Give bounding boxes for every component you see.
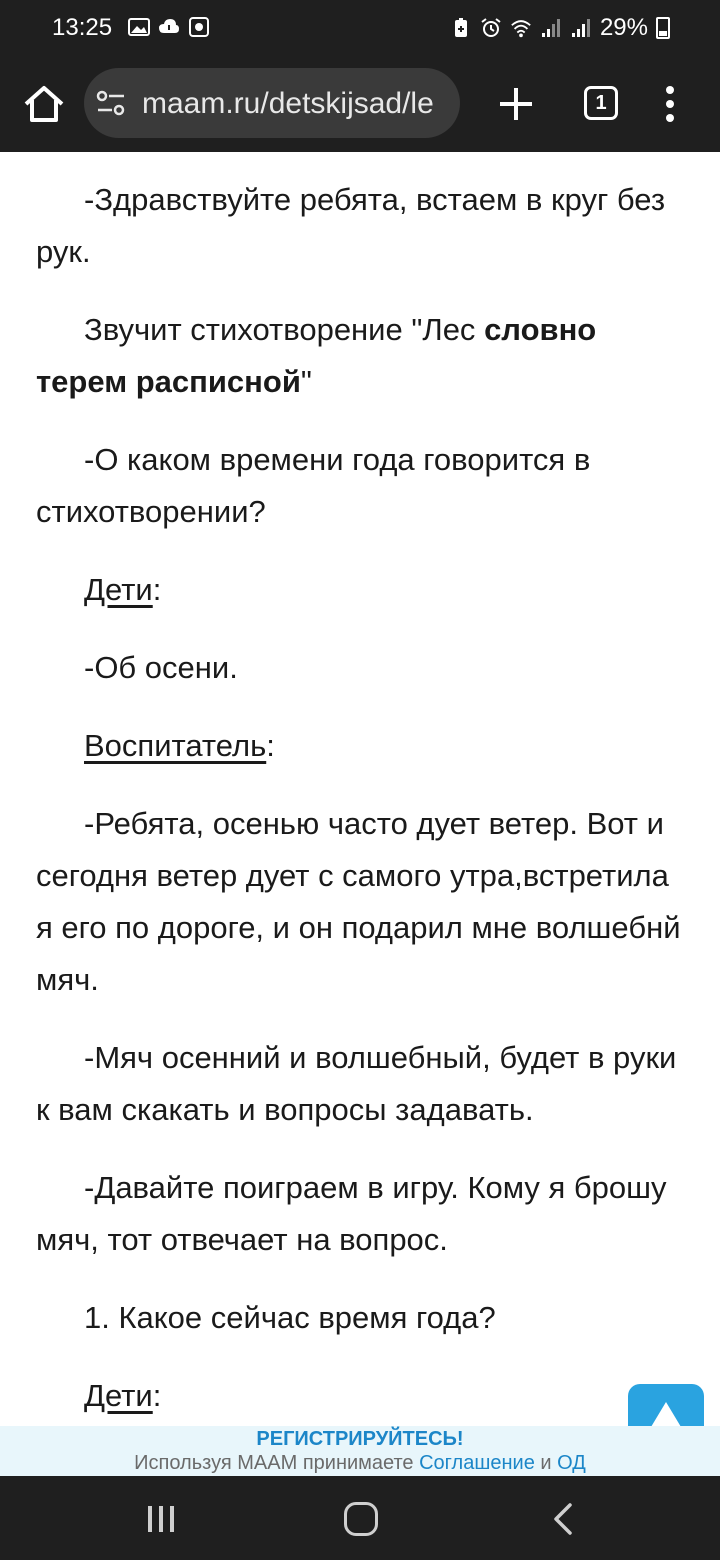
system-nav-bar bbox=[0, 1476, 720, 1560]
status-right bbox=[450, 14, 670, 42]
registration-banner bbox=[0, 1426, 720, 1476]
battery-saver-icon bbox=[450, 17, 472, 39]
alarm-icon bbox=[480, 17, 502, 39]
od-link[interactable]: ОД bbox=[557, 1452, 586, 1474]
speaker-label: Дети bbox=[84, 1378, 153, 1413]
tab-switcher-button[interactable]: 1 bbox=[584, 86, 618, 120]
speaker-label: Дети bbox=[84, 572, 153, 607]
paragraph: -Ребята, осенью часто дует ветер. Вот и сегодня ветер дует с самого утра,встретила я его по дороге, и он подарил мне волшебнй мяч. bbox=[36, 806, 681, 997]
more-options-icon[interactable] bbox=[656, 82, 684, 126]
home-icon[interactable] bbox=[20, 80, 68, 128]
paragraph: -Здравствуйте ребята, встаем в круг без рук. bbox=[36, 182, 666, 269]
paragraph: -Об осени. bbox=[84, 650, 238, 685]
paragraph: Дети: bbox=[84, 572, 162, 607]
agreement-text: Используя МААМ принимаете Соглашение и ОД bbox=[134, 1452, 586, 1474]
site-settings-icon[interactable] bbox=[96, 90, 126, 116]
back-icon[interactable] bbox=[550, 1502, 576, 1536]
new-tab-icon[interactable] bbox=[494, 82, 538, 126]
browser-toolbar bbox=[0, 58, 720, 152]
battery-percent: 29% bbox=[599, 14, 648, 41]
speaker-label: Воспитатель bbox=[84, 728, 267, 763]
cloud-icon bbox=[158, 16, 180, 38]
gallery-icon bbox=[128, 16, 150, 38]
paragraph: -Мяч осенний и волшебный, будет в руки к вам скакать и вопросы задавать. bbox=[36, 1040, 677, 1127]
status-bar bbox=[0, 0, 720, 58]
register-link[interactable]: РЕГИСТРИРУЙТЕСЬ! bbox=[256, 1428, 464, 1450]
paragraph: Воспитатель: bbox=[84, 728, 275, 763]
paragraph: -О каком времени года говорится в стихотворении? bbox=[36, 442, 591, 529]
paragraph: Дети: bbox=[84, 1378, 162, 1413]
screen-record-icon bbox=[188, 16, 210, 38]
wifi-icon bbox=[510, 17, 532, 39]
nav-home-button[interactable] bbox=[344, 1502, 378, 1536]
paragraph: Звучит стихотворение "Лес словно терем расписной" bbox=[36, 312, 597, 399]
battery-icon bbox=[656, 17, 670, 39]
status-time: 13:25 bbox=[52, 14, 113, 41]
signal-icon bbox=[540, 17, 562, 39]
article-content bbox=[0, 152, 720, 1426]
agreement-link[interactable]: Соглашение bbox=[419, 1452, 535, 1474]
signal-icon bbox=[570, 17, 592, 39]
recents-icon[interactable] bbox=[146, 1504, 176, 1534]
status-left-icons bbox=[128, 16, 210, 38]
paragraph: 1. Какое сейчас время года? bbox=[84, 1300, 496, 1335]
url-text[interactable]: maam.ru/detskijsad/le bbox=[142, 87, 434, 120]
address-bar[interactable] bbox=[84, 68, 460, 138]
paragraph: -Давайте поиграем в игру. Кому я брошу мяч, тот отвечает на вопрос. bbox=[36, 1170, 667, 1257]
